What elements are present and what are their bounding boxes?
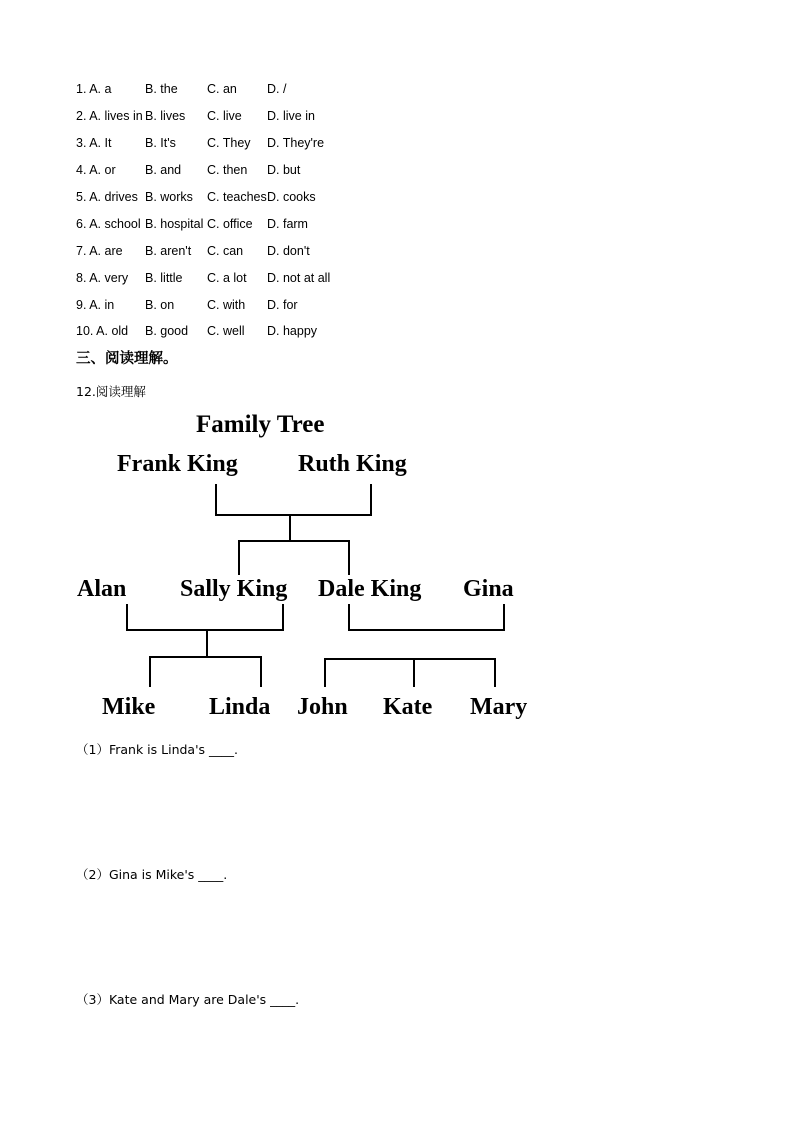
name-john: John <box>297 694 348 720</box>
option-a[interactable]: 1. A. a <box>76 82 112 96</box>
option-d[interactable]: D. cooks <box>267 190 316 204</box>
option-b[interactable]: B. lives <box>145 109 186 123</box>
option-c[interactable]: C. can <box>207 244 244 258</box>
option-c[interactable]: C. a lot <box>207 271 247 285</box>
option-c[interactable]: C. teaches <box>207 190 267 204</box>
sub-question-3: （3）Kate and Mary are Dale's ____. <box>76 992 300 1007</box>
option-a[interactable]: 6. A. school <box>76 217 141 231</box>
name-ruth: Ruth King <box>298 451 407 477</box>
option-c[interactable]: C. well <box>207 324 245 338</box>
option-b[interactable]: B. It's <box>145 136 176 150</box>
name-mary: Mary <box>470 694 528 720</box>
name-dale: Dale King <box>318 576 422 602</box>
option-b[interactable]: B. aren't <box>145 244 192 258</box>
option-a[interactable]: 7. A. are <box>76 244 123 258</box>
family-tree-title: Family Tree <box>196 411 325 438</box>
sub-question-2: （2）Gina is Mike's ____. <box>76 867 228 882</box>
option-b[interactable]: B. and <box>145 163 182 177</box>
option-d[interactable]: D. for <box>267 298 298 312</box>
name-sally: Sally King <box>180 576 288 602</box>
option-c[interactable]: C. office <box>207 217 253 231</box>
name-kate: Kate <box>383 694 433 720</box>
option-d[interactable]: D. / <box>267 82 287 96</box>
option-c[interactable]: C. with <box>207 298 246 312</box>
option-d[interactable]: D. don't <box>267 244 310 258</box>
option-a[interactable]: 9. A. in <box>76 298 115 312</box>
option-a[interactable]: 4. A. or <box>76 163 116 177</box>
option-a[interactable]: 10. A. old <box>76 324 129 338</box>
option-b[interactable]: B. works <box>145 190 193 204</box>
option-a[interactable]: 8. A. very <box>76 271 129 285</box>
section-title: 三、阅读理解。 <box>76 351 178 367</box>
option-c[interactable]: C. They <box>207 136 251 150</box>
option-d[interactable]: D. live in <box>267 109 315 123</box>
name-alan: Alan <box>77 576 127 602</box>
option-d[interactable]: D. They're <box>267 136 325 150</box>
option-c[interactable]: C. live <box>207 109 242 123</box>
name-mike: Mike <box>102 694 156 720</box>
option-b[interactable]: B. good <box>145 324 189 338</box>
option-a[interactable]: 3. A. It <box>76 136 112 150</box>
option-b[interactable]: B. on <box>145 298 175 312</box>
question-label: 12.阅读理解 <box>76 384 146 399</box>
option-d[interactable]: D. not at all <box>267 271 331 285</box>
name-gina: Gina <box>463 576 514 602</box>
option-b[interactable]: B. hospital <box>145 217 204 231</box>
name-linda: Linda <box>209 694 271 720</box>
option-c[interactable]: C. an <box>207 82 237 96</box>
option-b[interactable]: B. the <box>145 82 178 96</box>
option-c[interactable]: C. then <box>207 163 248 177</box>
name-frank: Frank King <box>117 451 238 477</box>
option-b[interactable]: B. little <box>145 271 183 285</box>
sub-question-1: （1）Frank is Linda's ____. <box>76 742 238 757</box>
option-a[interactable]: 5. A. drives <box>76 190 138 204</box>
option-d[interactable]: D. farm <box>267 217 308 231</box>
option-d[interactable]: D. happy <box>267 324 318 338</box>
option-d[interactable]: D. but <box>267 163 301 177</box>
option-a[interactable]: 2. A. lives in <box>76 109 143 123</box>
